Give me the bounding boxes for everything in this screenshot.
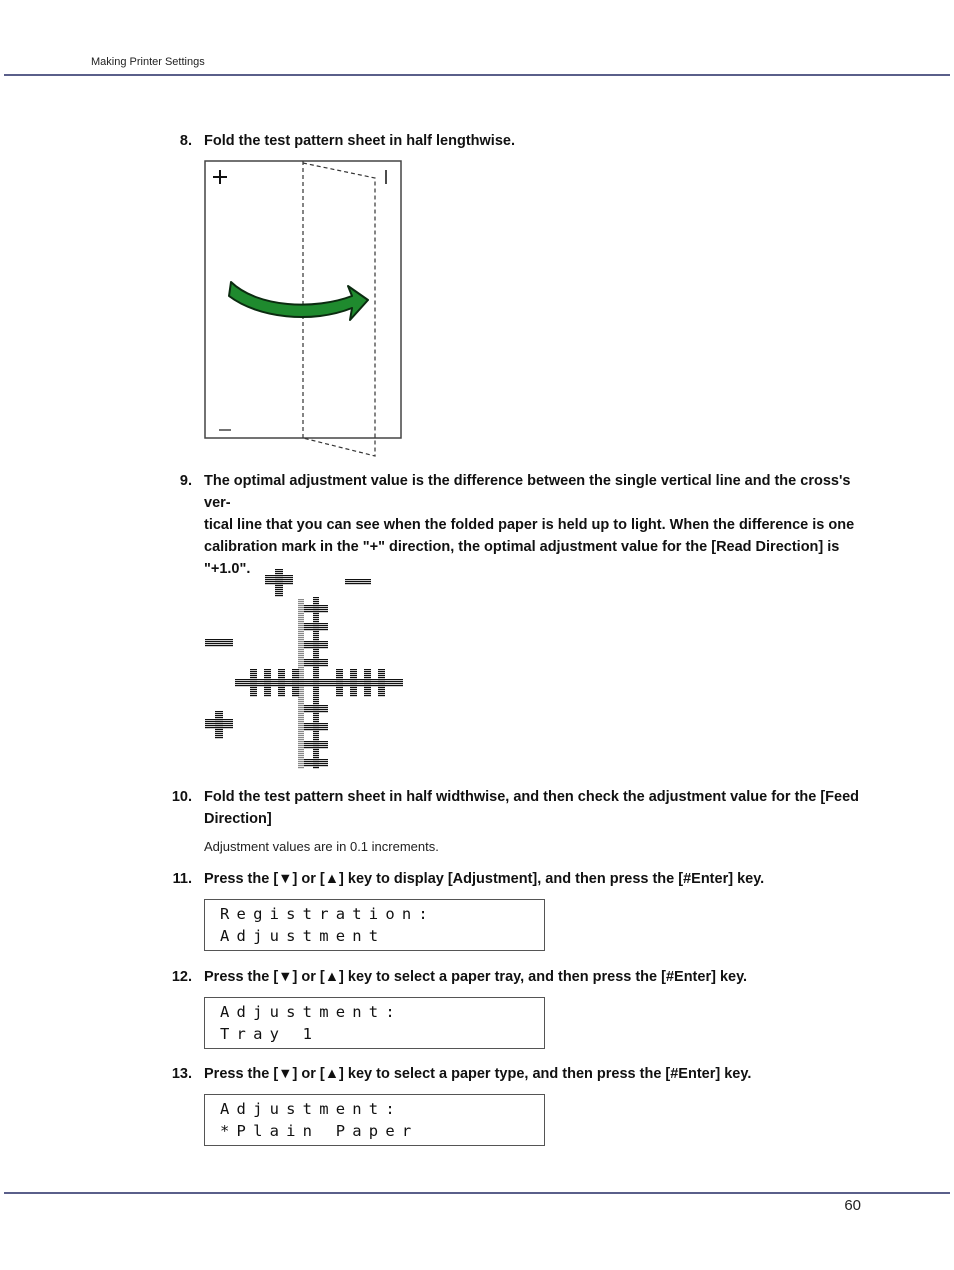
step-note: Adjustment values are in 0.1 increments. (204, 839, 439, 854)
vertical-calibration-tick (304, 723, 328, 730)
lcd-display (204, 899, 545, 951)
lcd-line: Adjustment: (220, 1003, 402, 1021)
horizontal-calibration-tick (364, 669, 371, 696)
plus-mark-icon (215, 711, 223, 738)
page-number: 60 (844, 1197, 861, 1214)
vertical-calibration-tick (304, 741, 328, 748)
vertical-calibration-tick (304, 605, 328, 612)
horizontal-calibration-tick (278, 669, 285, 696)
horizontal-calibration-tick (378, 669, 385, 696)
footer-rule (4, 1192, 950, 1194)
lcd-line: Tray 1 (220, 1025, 320, 1043)
horizontal-calibration-tick (292, 669, 299, 696)
step-text: Fold the test pattern sheet in half lengthwise. (204, 133, 515, 149)
horizontal-calibration-tick (336, 669, 343, 696)
lcd-line: Adjustment (220, 927, 386, 945)
horizontal-calibration-tick (250, 669, 257, 696)
step-text-line: The optimal adjustment value is the difference between the single vertical line and the cross's ver- (204, 473, 851, 511)
step-text-line: "+1.0". (204, 561, 251, 577)
step-text: Press the [▼] or [▲] key to display [Adjustment], and then press the [#Enter] key. (204, 871, 765, 887)
step-number: 13. (171, 1066, 192, 1082)
cross-horizontal-line (235, 679, 403, 686)
horizontal-calibration-tick (264, 669, 271, 696)
vertical-calibration-tick (304, 759, 328, 766)
lcd-display (204, 1094, 545, 1146)
cross-vertical-line (313, 597, 319, 768)
step-number: 10. (171, 789, 192, 805)
minus-mark-icon (205, 639, 233, 646)
lcd-line: Registration: (220, 905, 435, 923)
lcd-display (204, 997, 545, 1049)
step-text: Press the [▼] or [▲] key to select a paper type, and then press the [#Enter] key. (204, 1066, 752, 1082)
step-number: 9. (179, 473, 192, 489)
vertical-calibration-tick (304, 705, 328, 712)
minus-mark-icon (345, 579, 371, 584)
step-text-line: tical line that you can see when the folded paper is held up to light. When the difference is one (204, 517, 855, 533)
lcd-line: *Plain Paper (220, 1122, 419, 1140)
vertical-calibration-tick (304, 641, 328, 648)
vertical-calibration-tick (304, 623, 328, 630)
step-number: 12. (171, 969, 192, 985)
horizontal-calibration-tick (350, 669, 357, 696)
step-number: 11. (172, 871, 192, 887)
step-text: Press the [▼] or [▲] key to select a paper tray, and then press the [#Enter] key. (204, 969, 748, 985)
step-text-line: Fold the test pattern sheet in half widthwise, and then check the adjustment value for the [Feed (204, 789, 860, 805)
calibration-pattern-illustration (200, 565, 410, 775)
header-rule (4, 74, 950, 76)
fold-lengthwise-illustration (200, 158, 400, 458)
step-text-line: calibration mark in the "+" direction, the optimal adjustment value for the [Read Direction] is (204, 539, 840, 555)
vertical-calibration-tick (304, 659, 328, 666)
step-text-line: Direction] (204, 811, 272, 827)
running-header: Making Printer Settings (91, 56, 205, 68)
step-number: 8. (179, 133, 192, 149)
lcd-line: Adjustment: (220, 1100, 402, 1118)
plus-mark-icon (275, 569, 283, 596)
